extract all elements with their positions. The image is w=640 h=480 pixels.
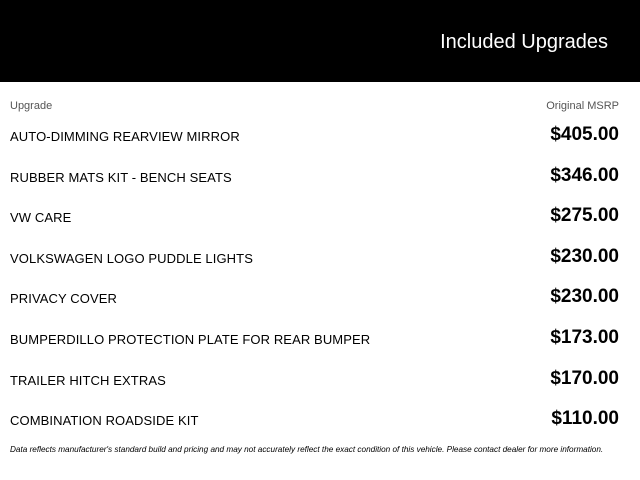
upgrade-name: RUBBER MATS KIT - BENCH SEATS	[10, 169, 232, 185]
upgrade-name: COMBINATION ROADSIDE KIT	[10, 413, 199, 429]
upgrade-name: BUMPERDILLO PROTECTION PLATE FOR REAR BUMPER	[10, 331, 371, 347]
column-header-msrp: Original MSRP	[546, 100, 619, 112]
list-item	[0, 238, 640, 279]
header-bar	[0, 0, 640, 82]
list-item	[0, 400, 640, 441]
upgrade-price: $230.00	[550, 245, 619, 267]
disclaimer-text: Data reflects manufacturer's standard build and pricing and may not accurately reflect the exact condition of this vehicle. Please contact dealer for more information.	[10, 445, 604, 454]
upgrade-price: $170.00	[550, 367, 619, 389]
upgrade-name: PRIVACY COVER	[10, 291, 118, 307]
upgrade-price: $173.00	[550, 326, 619, 348]
list-item	[0, 116, 640, 157]
list-item	[0, 157, 640, 198]
list-item	[0, 278, 640, 319]
upgrade-price: $275.00	[550, 205, 619, 227]
list-item	[0, 319, 640, 360]
upgrade-name: TRAILER HITCH EXTRAS	[10, 372, 166, 388]
upgrade-price: $405.00	[550, 124, 619, 145]
upgrade-name: AUTO-DIMMING REARVIEW MIRROR	[10, 129, 240, 144]
upgrade-price: $110.00	[551, 408, 619, 430]
page-title: Included Upgrades	[440, 31, 608, 53]
list-item	[0, 360, 640, 401]
column-header-upgrade: Upgrade	[10, 100, 53, 112]
list-item	[0, 197, 640, 238]
upgrade-name: VW CARE	[10, 210, 72, 226]
upgrades-list	[0, 116, 640, 441]
upgrade-name: VOLKSWAGEN LOGO PUDDLE LIGHTS	[10, 250, 253, 266]
upgrade-price: $346.00	[550, 164, 619, 186]
upgrade-price: $230.00	[550, 286, 619, 308]
